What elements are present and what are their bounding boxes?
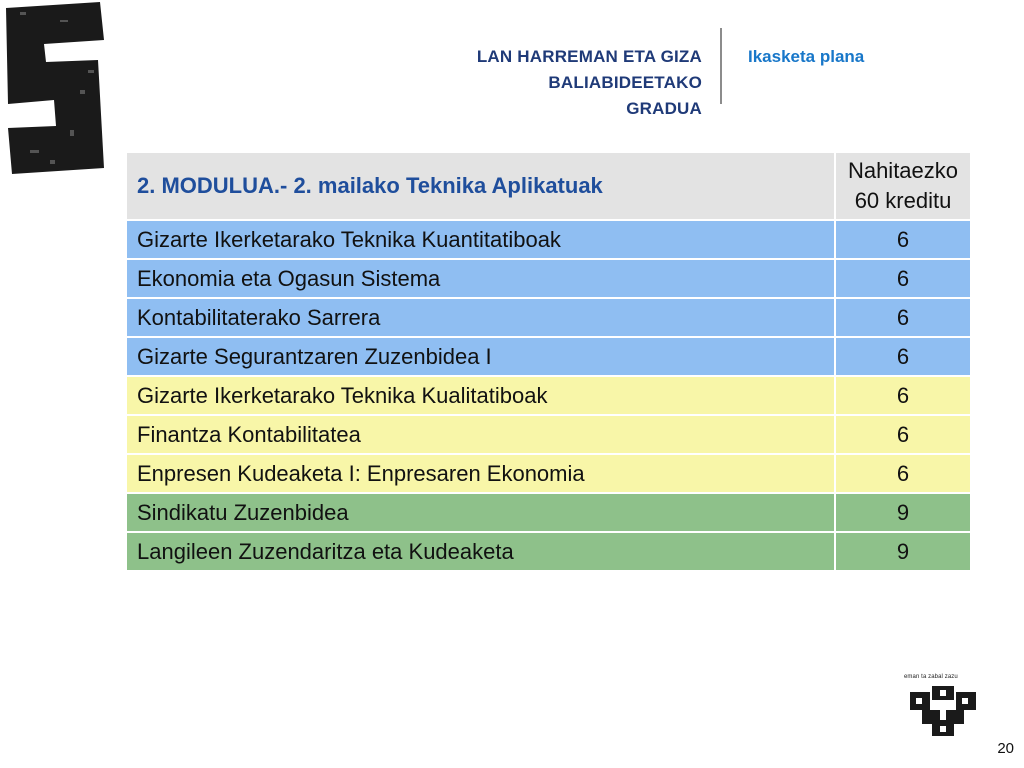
course-row (126, 376, 971, 415)
module-credits (835, 152, 971, 220)
page-number: 20 (997, 740, 1014, 757)
module-title: 2. MODULUA.- 2. mailako Teknika Aplikatuak (126, 152, 835, 220)
course-credits: 6 (835, 298, 971, 337)
course-row (126, 454, 971, 493)
degree-title (380, 44, 702, 122)
degree-title-line3: GRADUA (626, 99, 702, 118)
course-credits: 6 (835, 337, 971, 376)
course-name: Sindikatu Zuzenbidea (126, 493, 835, 532)
course-row (126, 298, 971, 337)
degree-title-line1: LAN HARREMAN ETA GIZA (476, 47, 702, 66)
course-credits: 6 (835, 259, 971, 298)
study-plan-label: Ikasketa plana (748, 47, 865, 66)
module-header-row (126, 152, 971, 220)
course-credits: 6 (835, 376, 971, 415)
course-credits: 9 (835, 493, 971, 532)
course-row (126, 259, 971, 298)
course-row (126, 493, 971, 532)
course-row (126, 220, 971, 259)
header-divider (720, 28, 722, 104)
course-name: Enpresen Kudeaketa I: Enpresaren Ekonomia (126, 454, 835, 493)
course-name: Finantza Kontabilitatea (126, 415, 835, 454)
course-name: Gizarte Ikerketarako Teknika Kuantitatiboak (126, 220, 835, 259)
course-credits: 6 (835, 220, 971, 259)
logo-motto: eman ta zabal zazu (904, 674, 958, 680)
degree-title-line2: BALIABIDEETAKO (548, 73, 702, 92)
module-table (125, 151, 972, 572)
course-credits: 6 (835, 454, 971, 493)
course-name: Gizarte Segurantzaren Zuzenbidea I (126, 337, 835, 376)
stamped-number-5-icon (0, 0, 112, 178)
university-logo-icon (902, 672, 984, 740)
module-credits-total: 60 kreditu (854, 188, 952, 213)
course-name: Ekonomia eta Ogasun Sistema (126, 259, 835, 298)
course-row (126, 532, 971, 571)
module-credits-type: Nahitaezko (847, 158, 959, 183)
course-row (126, 337, 971, 376)
course-credits: 9 (835, 532, 971, 571)
course-row (126, 415, 971, 454)
course-name: Kontabilitaterako Sarrera (126, 298, 835, 337)
course-credits: 6 (835, 415, 971, 454)
course-name: Gizarte Ikerketarako Teknika Kualitatiboak (126, 376, 835, 415)
course-name: Langileen Zuzendaritza eta Kudeaketa (126, 532, 835, 571)
